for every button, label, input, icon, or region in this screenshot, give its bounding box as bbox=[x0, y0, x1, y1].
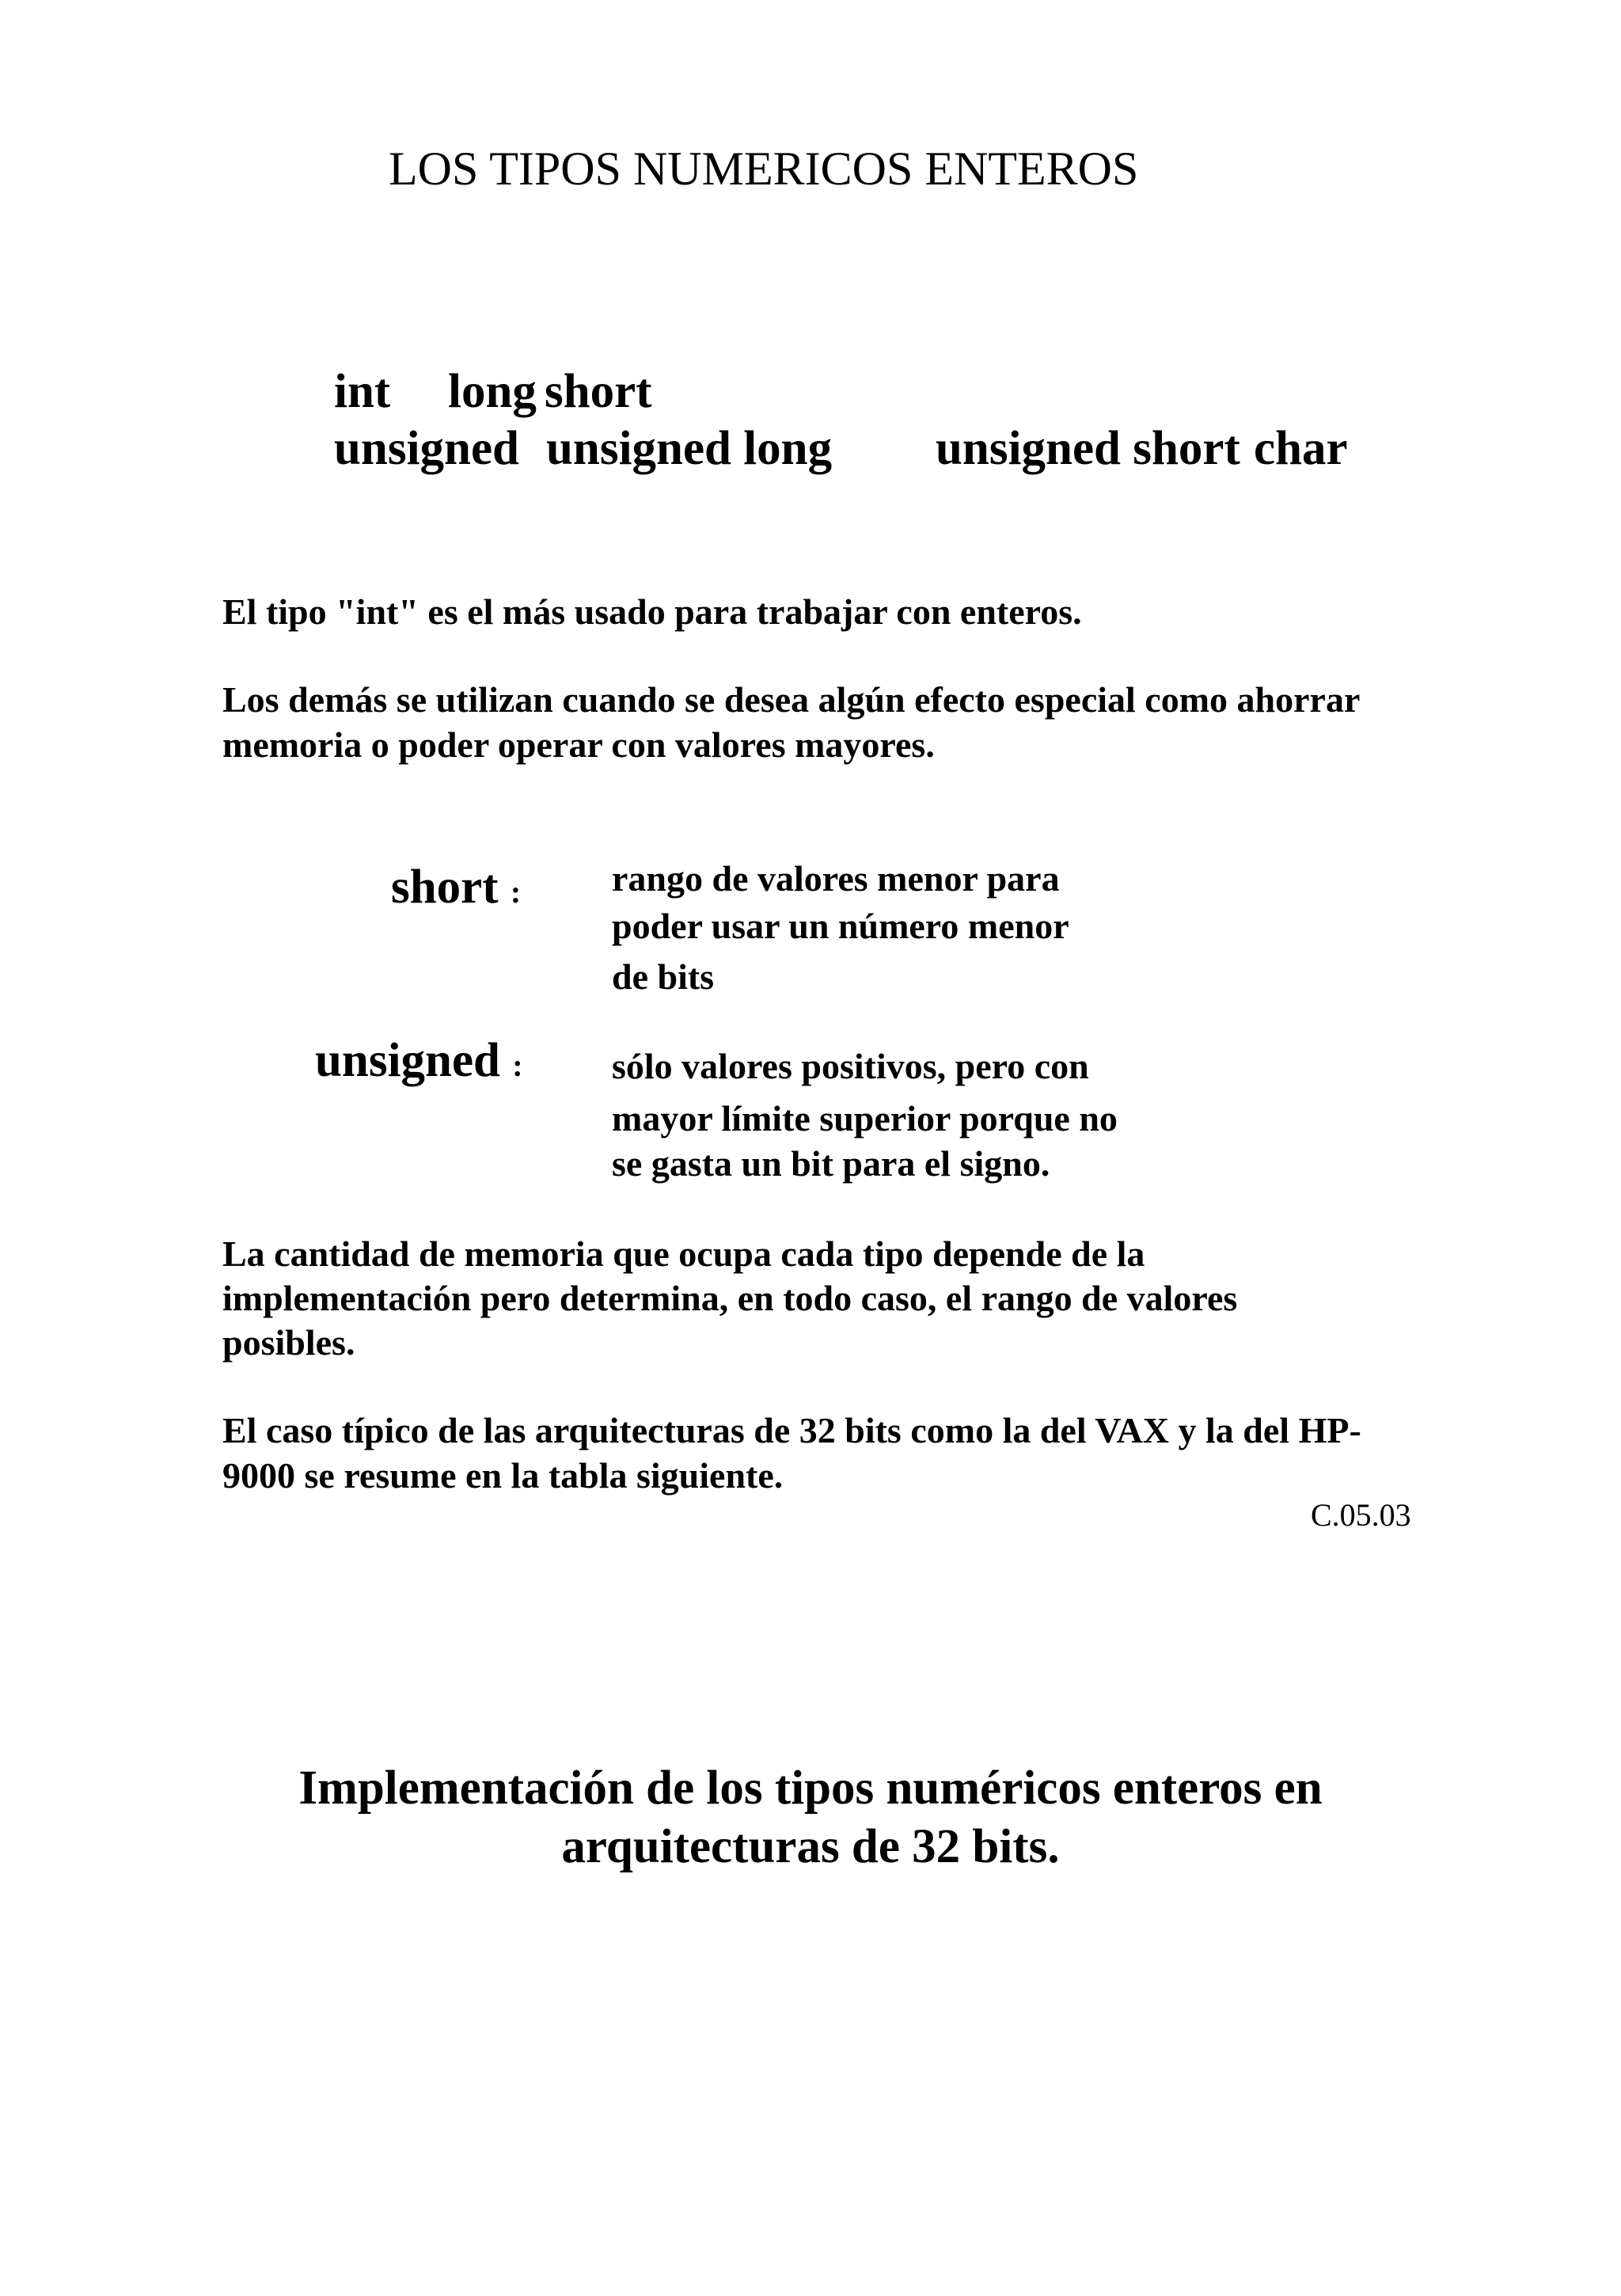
table-caption-line-1: Implementación de los tipos numéricos enteros en bbox=[298, 1762, 1323, 1815]
type-unsigned-long: unsigned long bbox=[546, 422, 833, 475]
definition-short-line-2: poder usar un número menor bbox=[612, 906, 1069, 946]
page-reference: C.05.03 bbox=[1311, 1497, 1411, 1533]
definition-unsigned-line-2: mayor límite superior porque no bbox=[612, 1098, 1118, 1138]
definition-unsigned-line-3: se gasta un bit para el signo. bbox=[612, 1143, 1050, 1184]
type-unsigned-short: unsigned short bbox=[936, 422, 1240, 475]
paragraph-others-line-2: memoria o poder operar con valores mayores. bbox=[222, 724, 935, 765]
term-text: short bbox=[391, 861, 499, 914]
type-char: char bbox=[1254, 422, 1348, 475]
table-caption-line-2: arquitecturas de 32 bits. bbox=[561, 1820, 1060, 1873]
paragraph-arch-line-2: 9000 se resume en la tabla siguiente. bbox=[222, 1455, 784, 1496]
definition-term-unsigned bbox=[315, 1033, 523, 1093]
definition-term-short bbox=[391, 860, 521, 920]
term-text: unsigned bbox=[315, 1034, 500, 1087]
type-int: int bbox=[334, 365, 391, 418]
definition-unsigned-line-1: sólo valores positivos, pero con bbox=[612, 1046, 1089, 1086]
paragraph-memory-line-2: implementación pero determina, en todo caso, el rango de valores bbox=[222, 1278, 1238, 1318]
type-short: short bbox=[545, 365, 652, 418]
type-long: long bbox=[448, 365, 537, 418]
definition-short-line-1: rango de valores menor para bbox=[612, 858, 1060, 899]
type-unsigned: unsigned bbox=[334, 422, 519, 475]
page-title: LOS TIPOS NUMERICOS ENTEROS bbox=[389, 143, 1139, 195]
definition-short-line-3: de bits bbox=[612, 956, 715, 997]
paragraph-memory-line-1: La cantidad de memoria que ocupa cada tipo depende de la bbox=[222, 1234, 1145, 1274]
paragraph-int: El tipo "int" es el más usado para trabajar con enteros. bbox=[222, 591, 1082, 632]
term-colon: : bbox=[510, 874, 522, 910]
paragraph-memory-line-3: posibles. bbox=[222, 1322, 355, 1363]
paragraph-others-line-1: Los demás se utilizan cuando se desea algún efecto especial como ahorrar bbox=[222, 679, 1361, 720]
paragraph-arch-line-1: El caso típico de las arquitecturas de 32 bits como la del VAX y la del HP- bbox=[222, 1410, 1361, 1450]
term-colon: : bbox=[512, 1047, 523, 1083]
